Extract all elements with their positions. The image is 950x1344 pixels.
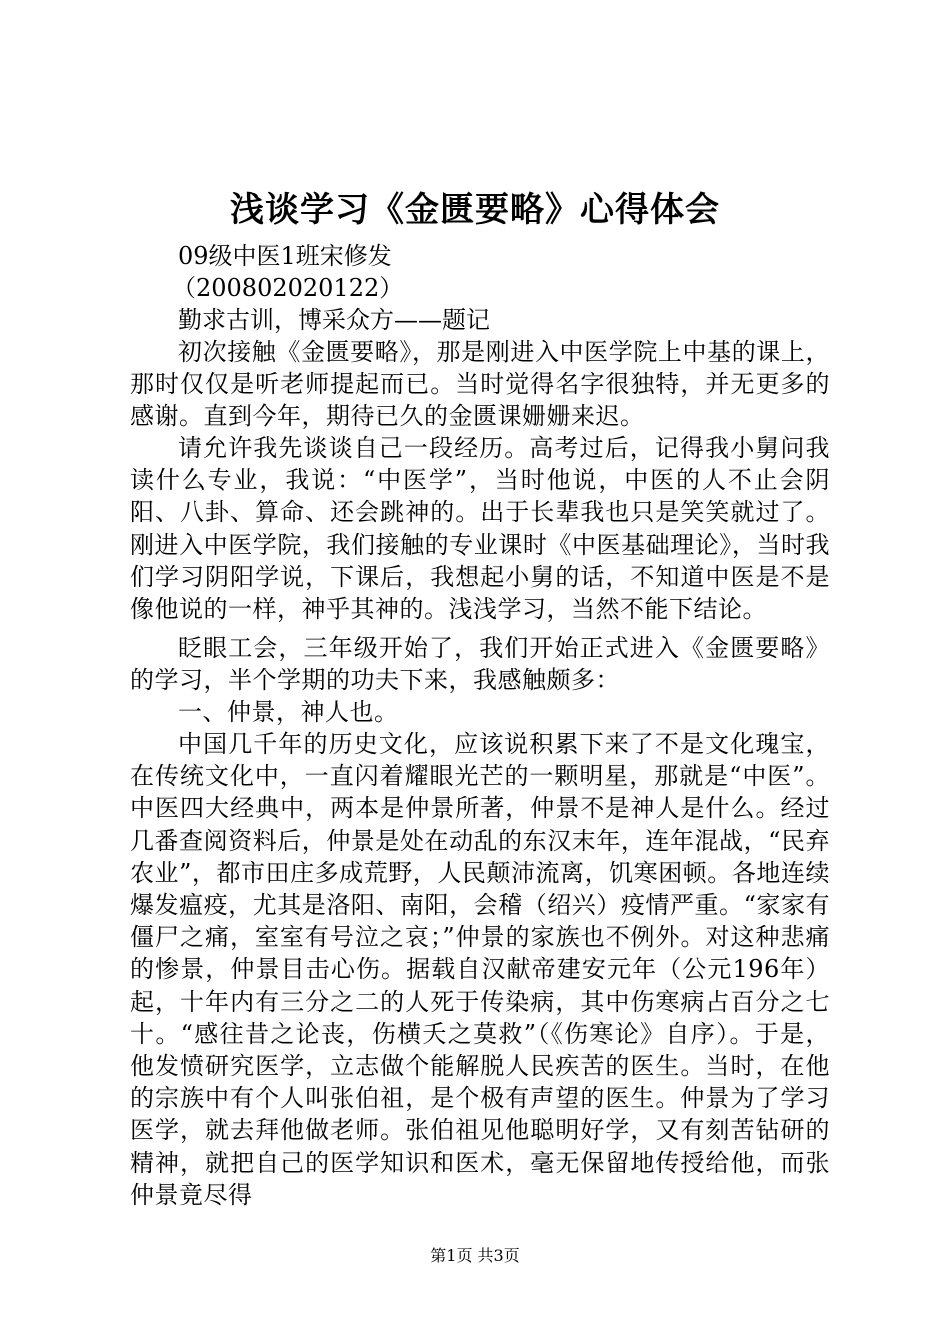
epigraph: 勤求古训，博采众方——题记 bbox=[178, 306, 490, 334]
author-line: 09级中医1班宋修发 bbox=[178, 242, 392, 270]
paragraph-third-year: 眨眼工会，三年级开始了，我们开始正式进入《金匮要略》的学习，半个学期的功夫下来，我感触颇多： bbox=[130, 634, 830, 695]
page-footer: 第1页 共3页 bbox=[430, 1246, 520, 1265]
paragraph-experience: 请允许我先谈谈自己一段经历。高考过后，记得我小舅问我读什么专业，我说：“中医学”，当时他说，中医的人不止会阴阳、八卦、算命、还会跳神的。出于长辈我也只是笑笑就过了。刚进入中医学院，我们接触的专业课时《中医基础理论》，当时我们学习阴阳学说，下课后，我想起小舅的话，不知道中医是不是像他说的一样，神乎其神的。浅浅学习，当然不能下结论。 bbox=[130, 434, 830, 624]
paragraph-zhongjing: 中国几千年的历史文化，应该说积累下来了不是文化瑰宝，在传统文化中，一直闪着耀眼光芒的一颗明星，那就是“中医”。中医四大经典中，两本是仲景所著，仲景不是神人是什么。经过几番查阅资料后，仲景是处在动乱的东汉末年，连年混战，“民弃农业”，都市田庄多成荒野，人民颠沛流离，饥寒困顿。各地连续爆发瘟疫，尤其是洛阳、南阳，会稽（绍兴）疫情严重。“家家有僵尸之痛，室室有号泣之哀；”仲景的家族也不例外。对这种悲痛的惨景，仲景目击心伤。据载自汉献帝建安元年（公元196年）起，十年内有三分之二的人死于传染病，其中伤寒病占百分之七十。“感往昔之论丧，伤横夭之莫救”（《伤寒论》自序）。于是，他发愤研究医学，立志做个能解脱人民疾苦的医生。当时，在他的宗族中有个人叫张伯祖，是个极有声望的医生。仲景为了学习医学，就去拜他做老师。张伯祖见他聪明好学，又有刻苦钻研的精神，就把自己的医学知识和医术，毫无保留地传授给他，而张仲景竟尽得 bbox=[130, 730, 830, 1209]
section-heading-1: 一、仲景，神人也。 bbox=[178, 698, 399, 726]
document-title: 浅谈学习《金匮要略》心得体会 bbox=[230, 190, 720, 230]
paragraph-intro: 初次接触《金匮要略》，那是刚进入中医学院上中基的课上，那时仅仅是听老师提起而已。当时觉得名字很独特，并无更多的感谢。直到今年，期待已久的金匮课姗姗来迟。 bbox=[130, 338, 830, 431]
student-id: （200802020122） bbox=[172, 274, 404, 302]
